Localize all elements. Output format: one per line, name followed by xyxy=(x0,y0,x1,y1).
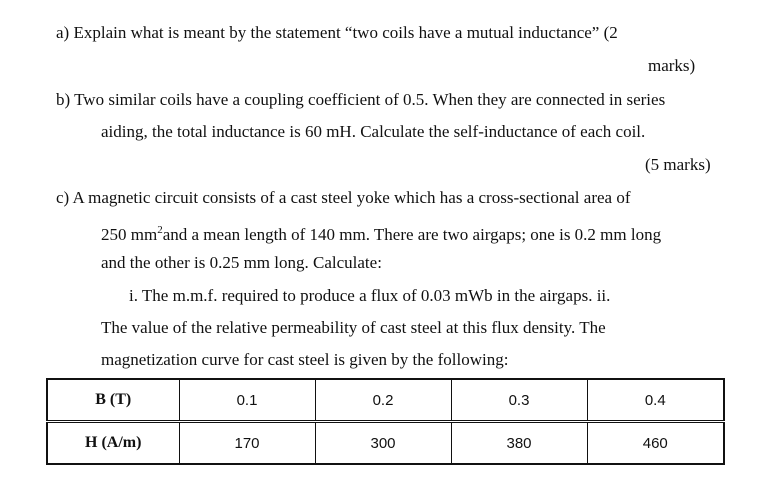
question-a-marks: marks) xyxy=(648,56,696,75)
table-cell: 380 xyxy=(451,422,587,465)
squared-superscript: 2 xyxy=(157,224,163,236)
area-length-text: and a mean length of 140 mm. There are two airgaps; one is 0.2 mm long xyxy=(162,225,662,244)
table-cell: 0.3 xyxy=(451,379,587,422)
table-cell: 170 xyxy=(179,422,315,465)
question-c-subpart-ii: The value of the relative permeability of cast steel at this flux density. The xyxy=(101,318,606,337)
table-cell: 460 xyxy=(587,422,724,465)
table-row xyxy=(47,379,724,422)
area-value: 250 mm xyxy=(101,225,158,244)
question-a-text: a) Explain what is meant by the statement “two coils have a mutual inductance” (2 xyxy=(56,23,618,42)
question-c-text-line2 xyxy=(101,220,661,245)
table-row xyxy=(47,422,724,465)
question-c-text-line3: and the other is 0.25 mm long. Calculate: xyxy=(101,253,382,272)
question-b-text-line1: b) Two similar coils have a coupling coefficient of 0.5. When they are connected in series xyxy=(56,90,666,109)
table-cell: 0.1 xyxy=(179,379,315,422)
question-c-text-line6: magnetization curve for cast steel is given by the following: xyxy=(101,350,509,369)
row-header-h: H (A/m) xyxy=(47,422,179,465)
table-cell: 0.2 xyxy=(315,379,451,422)
question-b-marks: (5 marks) xyxy=(645,155,711,174)
magnetization-table xyxy=(46,378,725,465)
table-cell: 0.4 xyxy=(587,379,724,422)
question-c-text-line1: c) A magnetic circuit consists of a cast steel yoke which has a cross-sectional area of xyxy=(56,188,631,207)
question-c-subpart-i: i. The m.m.f. required to produce a flux of 0.03 mWb in the airgaps. ii. xyxy=(129,286,611,305)
table-cell: 300 xyxy=(315,422,451,465)
question-b-text-line2: aiding, the total inductance is 60 mH. Calculate the self-inductance of each coil. xyxy=(101,122,646,141)
row-header-b: B (T) xyxy=(47,379,179,422)
